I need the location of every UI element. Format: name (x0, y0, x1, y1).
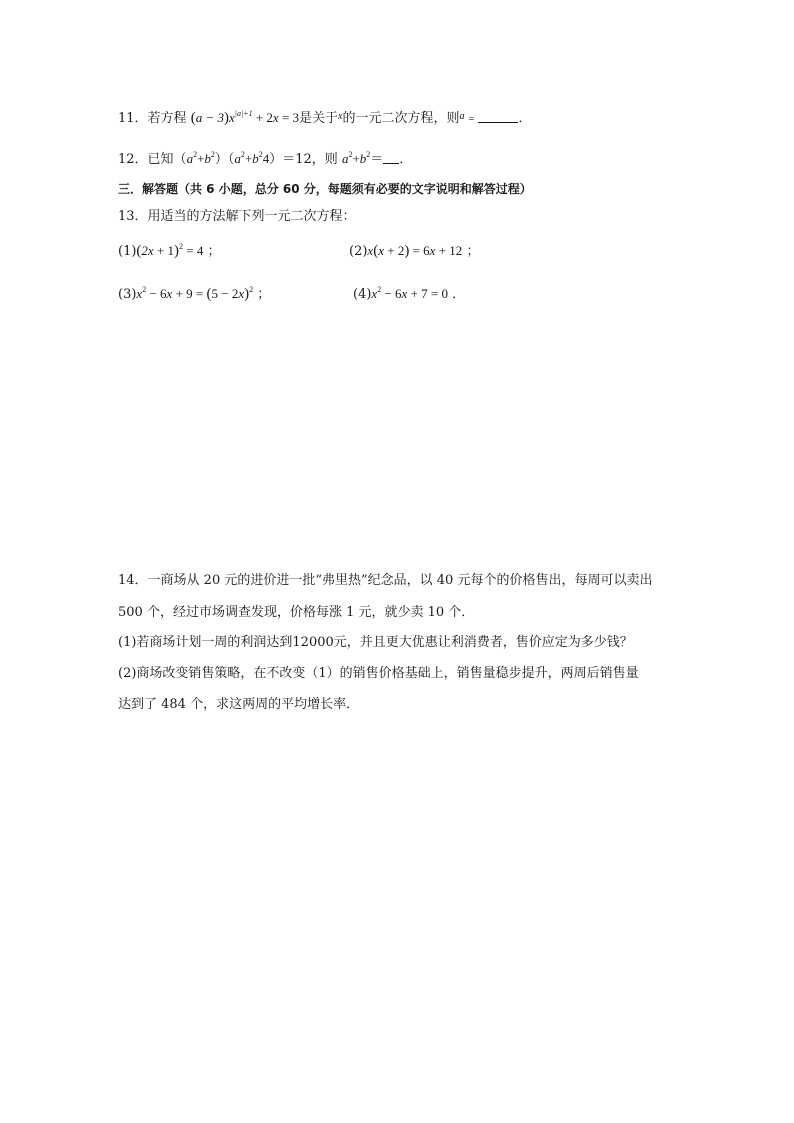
question-number: 12． (118, 152, 148, 167)
q13-part-3 (118, 285, 270, 304)
q13-part-2 (349, 242, 479, 261)
equation: $(2x + 1)^2 = 4$ (136, 242, 204, 259)
equation-q11: $(a - 3)x^{|a|+1} + 2x = 3$ (190, 109, 300, 126)
question-13-stem: 13．用适当的方法解下列一元二次方程： (118, 209, 356, 224)
part-label: (3) (118, 287, 137, 302)
punctuation: ； (207, 244, 221, 259)
equation: $x^2 - 6x + 9 = (5 - 2x)^2$ (136, 285, 254, 302)
question-14-line: 达到了 484 个，求这两周的平均增长率． (118, 697, 360, 712)
answer-blank[interactable] (478, 110, 518, 123)
variable-a: a (459, 111, 465, 122)
expression: $a^2+b^24$ (234, 150, 270, 166)
equation: x(x + 2) = 6x + 12 (367, 243, 463, 259)
q13-part-4 (353, 285, 465, 304)
q13-part-1 (118, 242, 221, 261)
part-label: (2) (349, 244, 368, 259)
question-14-part-2: (2)商场改变销售策略，在不改变（1）的销售价格基础上，销售量稳步提升，两周后销售量 (118, 666, 639, 681)
part-label: (4) (353, 287, 372, 302)
punctuation: ； (257, 287, 271, 302)
question-12 (118, 150, 412, 169)
section-heading: 三．解答题（共 6 小题，总分 60 分，每题须有必要的文字说明和解答过程） (118, 182, 532, 196)
part-label: (1) (118, 244, 137, 259)
question-number: 11． (118, 111, 148, 126)
question-text: 是关于 (299, 111, 339, 126)
question-text: 若方程 (147, 111, 187, 126)
punctuation: ． (452, 287, 466, 302)
question-text: ）（ (214, 152, 235, 167)
question-11 (118, 108, 531, 129)
expression: $a^2+b^2$ (341, 150, 371, 166)
question-text: 的一元二次方程，则 (342, 111, 460, 126)
question-text: ）＝12，则 (269, 152, 338, 167)
variable-x: x (338, 111, 343, 122)
question-14-part-1: (1)若商场计划一周的利润达到12000元，并且更大优惠让利消费者，售价应定为多少钱？ (118, 635, 633, 650)
question-text: ． (518, 111, 532, 126)
question-text: 已知（ (147, 152, 187, 167)
question-text: ． (399, 152, 413, 167)
question-14-line: 500 个，经过市场调查发现，价格每涨 1 元，就少卖 10 个． (118, 605, 475, 620)
equals-sign: = (468, 114, 475, 125)
answer-blank[interactable] (383, 151, 399, 164)
question-14-line: 14．一商场从 20 元的进价进一批“弗里热”纪念品，以 40 元每个的价格售出，每周可以卖出 (118, 573, 653, 588)
equation: $x^2 - 6x + 7 = 0$ (371, 285, 448, 301)
punctuation: ； (466, 244, 480, 259)
expression: $a^2+b^2$ (186, 150, 215, 166)
question-text: ＝ (370, 152, 384, 167)
